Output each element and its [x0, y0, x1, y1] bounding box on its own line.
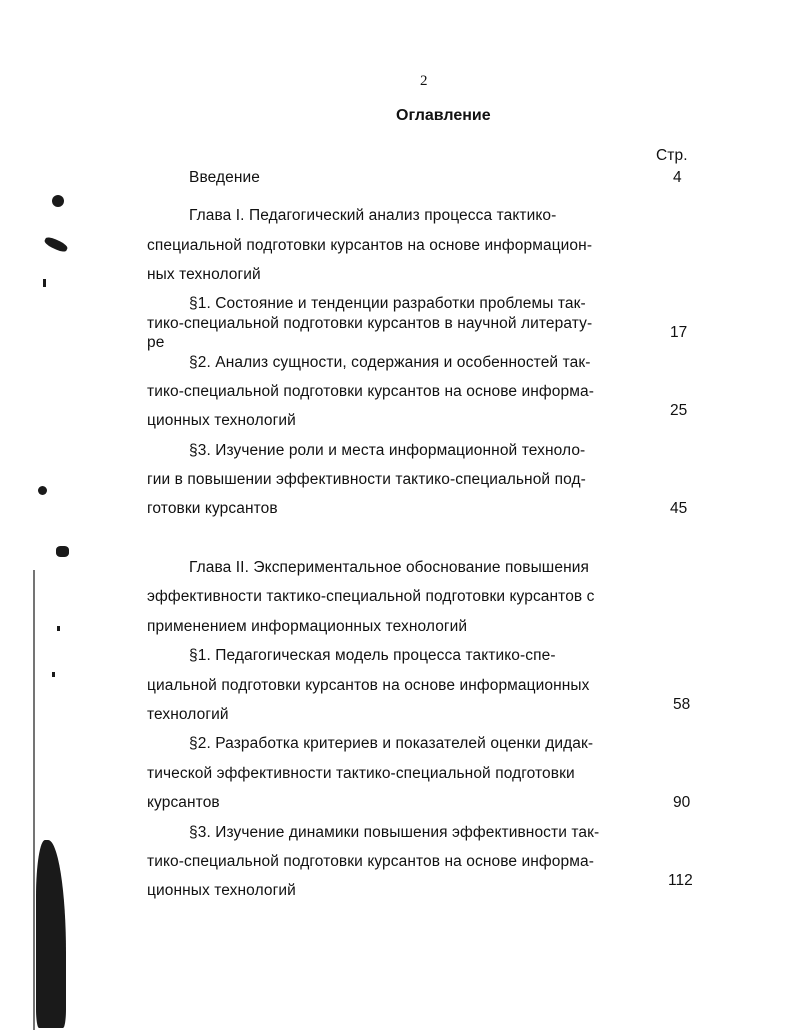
toc-section-page: 45	[670, 500, 688, 517]
scan-blot	[57, 626, 60, 631]
page-column-label: Стр.	[656, 147, 688, 164]
toc-section-line: §3. Изучение роли и места информационной техноло-	[189, 442, 586, 459]
toc-section-line: §2. Разработка критериев и показателей оценки дидак-	[189, 735, 594, 752]
scan-blot	[36, 840, 66, 1028]
toc-section-line: технологий	[147, 706, 229, 723]
toc-section-line: §1. Педагогическая модель процесса тактико-спе-	[189, 647, 556, 664]
page-number: 2	[420, 73, 428, 89]
toc-section-page: 25	[670, 402, 688, 419]
toc-title: Оглавление	[396, 107, 491, 124]
chapter2-heading-line: эффективности тактико-специальной подготовки курсантов с	[147, 588, 595, 605]
scan-blot	[43, 235, 69, 253]
toc-section-page: 90	[673, 794, 691, 811]
toc-section-line: тико-специальной подготовки курсантов на основе информа-	[147, 383, 594, 400]
toc-section-line: готовки курсантов	[147, 500, 278, 517]
chapter1-heading-line: ных технологий	[147, 266, 261, 283]
scan-edge	[33, 570, 35, 1030]
toc-section-page: 58	[673, 696, 691, 713]
toc-section-line: курсантов	[147, 794, 220, 811]
toc-section-line: тико-специальной подготовки курсантов в научной литерату-	[147, 315, 593, 332]
toc-section-line: ре	[147, 334, 165, 351]
scan-blot	[43, 279, 46, 287]
scan-blot	[52, 195, 64, 207]
toc-section-line: ционных технологий	[147, 882, 296, 899]
chapter2-heading-line: применением информационных технологий	[147, 618, 468, 635]
toc-section-line: циальной подготовки курсантов на основе информационных	[147, 677, 590, 694]
toc-section-line: гии в повышении эффективности тактико-специальной под-	[147, 471, 586, 488]
scan-blot	[38, 486, 47, 495]
scan-blot	[52, 672, 55, 677]
toc-section-line: тической эффективности тактико-специальной подготовки	[147, 765, 575, 782]
chapter2-heading-line: Глава II. Экспериментальное обоснование повышения	[189, 559, 589, 576]
toc-section-line: §1. Состояние и тенденции разработки проблемы так-	[189, 295, 586, 312]
toc-section-line: §3. Изучение динамики повышения эффективности так-	[189, 824, 600, 841]
chapter1-heading-line: специальной подготовки курсантов на основе информацион-	[147, 237, 593, 254]
toc-section-line: тико-специальной подготовки курсантов на основе информа-	[147, 853, 594, 870]
scan-blot	[56, 546, 69, 557]
toc-section-page: 17	[670, 324, 688, 341]
chapter1-heading-line: Глава I. Педагогический анализ процесса тактико-	[189, 207, 557, 224]
toc-section-line: §2. Анализ сущности, содержания и особенностей так-	[189, 354, 591, 371]
toc-intro-page: 4	[673, 169, 682, 186]
toc-intro-label: Введение	[189, 169, 260, 186]
toc-section-page: 112	[668, 872, 693, 889]
toc-section-line: ционных технологий	[147, 412, 296, 429]
